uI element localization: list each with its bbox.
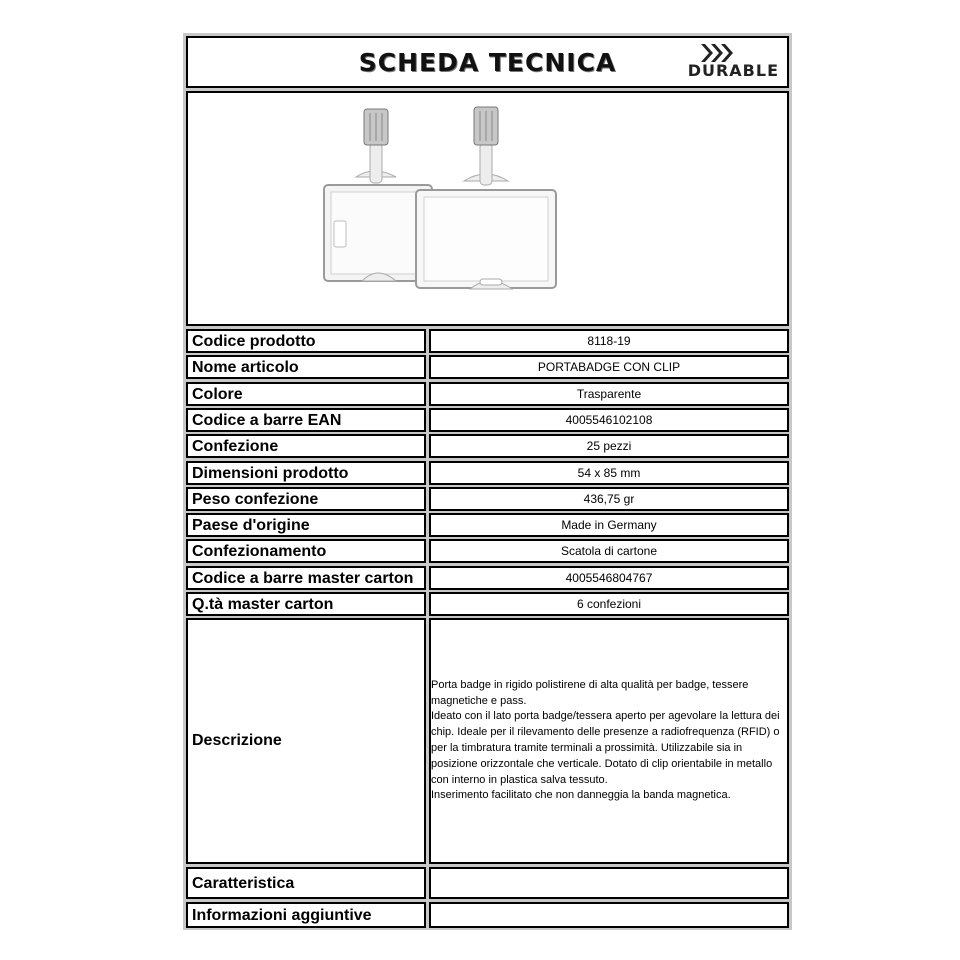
spec-value: Scatola di cartone bbox=[429, 539, 789, 563]
spec-value: 4005546804767 bbox=[429, 566, 789, 590]
spec-row-dimensioni bbox=[186, 461, 789, 485]
spec-value: 25 pezzi bbox=[429, 434, 789, 458]
spec-value: 436,75 gr bbox=[429, 487, 789, 511]
spec-label: Peso confezione bbox=[186, 487, 426, 511]
caratteristica-value bbox=[429, 867, 789, 899]
info-value bbox=[429, 902, 789, 928]
description-line: Ideato con il lato porta badge/tessera aperto per agevolare la lettura dei chip. Ideale per il rilevamento delle presenze a radiofrequenza (RFID) o per la timbratura tramite terminali a prossimità. Utilizzabile sia in posizione orizzontale che verticale. Dotato di clip orientabile in metallo con interno in plastica salva tessuto. bbox=[431, 710, 780, 786]
spec-label: Codice a barre master carton bbox=[186, 566, 426, 590]
durable-logo bbox=[659, 44, 779, 82]
spec-row-peso bbox=[186, 487, 789, 511]
durable-chevrons-icon bbox=[701, 44, 737, 62]
description-row bbox=[186, 618, 789, 864]
spec-value: Made in Germany bbox=[429, 513, 789, 537]
spec-row-codice-prodotto bbox=[186, 329, 789, 353]
page-title: SCHEDA TECNICA bbox=[358, 48, 617, 77]
spec-row-colore bbox=[186, 382, 789, 406]
badge-holder-with-clip-image bbox=[188, 93, 787, 324]
spec-label: Q.tà master carton bbox=[186, 592, 426, 616]
spec-label: Codice prodotto bbox=[186, 329, 426, 353]
caratteristica-label: Caratteristica bbox=[186, 867, 426, 899]
description-label: Descrizione bbox=[186, 618, 426, 864]
spec-value: Trasparente bbox=[429, 382, 789, 406]
product-image bbox=[186, 91, 789, 326]
sheet-header bbox=[186, 36, 789, 88]
spec-label: Confezione bbox=[186, 434, 426, 458]
technical-sheet bbox=[183, 33, 792, 930]
spec-row-master-qty bbox=[186, 592, 789, 616]
info-label: Informazioni aggiuntive bbox=[186, 902, 426, 928]
spec-value: 8118-19 bbox=[429, 329, 789, 353]
spec-label: Codice a barre EAN bbox=[186, 408, 426, 432]
spec-row-confezionamento bbox=[186, 539, 789, 563]
spec-label: Colore bbox=[186, 382, 426, 406]
spec-label: Nome articolo bbox=[186, 355, 426, 379]
spec-label: Dimensioni prodotto bbox=[186, 461, 426, 485]
spec-value: PORTABADGE CON CLIP bbox=[429, 355, 789, 379]
description-text bbox=[429, 618, 789, 864]
description-line: Inserimento facilitato che non danneggia la banda magnetica. bbox=[431, 789, 731, 802]
spec-row-ean bbox=[186, 408, 789, 432]
spec-label: Paese d'origine bbox=[186, 513, 426, 537]
spec-row-paese bbox=[186, 513, 789, 537]
spec-row-nome-articolo bbox=[186, 355, 789, 379]
spec-row-master-ean bbox=[186, 566, 789, 590]
spec-value: 6 confezioni bbox=[429, 592, 789, 616]
spec-value: 54 x 85 mm bbox=[429, 461, 789, 485]
caratteristica-row bbox=[186, 867, 789, 899]
spec-row-confezione bbox=[186, 434, 789, 458]
info-row bbox=[186, 902, 789, 928]
spec-label: Confezionamento bbox=[186, 539, 426, 563]
spec-value: 4005546102108 bbox=[429, 408, 789, 432]
description-line: Porta badge in rigido polistirene di alta qualità per badge, tessere magnetiche e pass. bbox=[431, 678, 749, 707]
brand-name: DURABLE bbox=[687, 61, 779, 80]
